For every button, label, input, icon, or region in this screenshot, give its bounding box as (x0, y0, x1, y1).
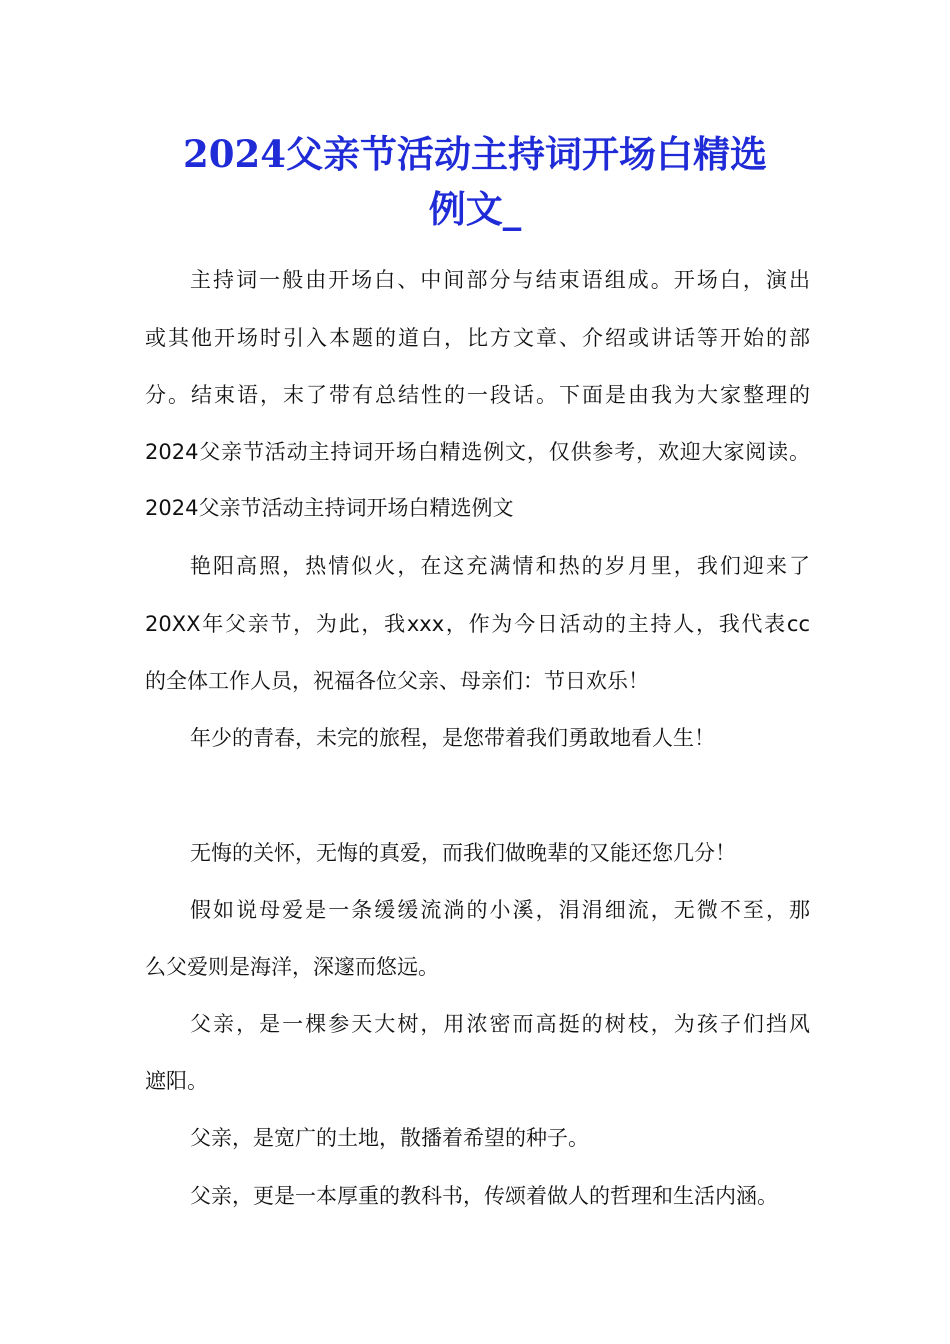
paragraph-line: 分。结束语，末了带有总结性的一段话。下面是由我为大家整理的 (145, 383, 810, 407)
document-title-line-2: 例文_ (428, 187, 522, 231)
paragraph-line: 父亲，更是一本厚重的教科书，传颂着做人的哲理和生活内涵。 (190, 1184, 778, 1208)
paragraph-line: 2024父亲节活动主持词开场白精选例文，仅供参考，欢迎大家阅读。 (145, 440, 810, 464)
paragraph-line: 20XX年父亲节，为此，我xxx，作为今日活动的主持人，我代表cc (145, 612, 810, 636)
paragraph-line: 父亲，是宽广的土地，散播着希望的种子。 (190, 1126, 589, 1150)
document-title-line-1: 2024父亲节活动主持词开场白精选 (183, 132, 767, 176)
paragraph-line: 父亲，是一棵参天大树，用浓密而高挺的树枝，为孩子们挡风 (190, 1012, 810, 1036)
paragraph-line: 或其他开场时引入本题的道白，比方文章、介绍或讲话等开始的部 (145, 326, 810, 350)
paragraph-line: 艳阳高照，热情似火，在这充满情和热的岁月里，我们迎来了 (190, 554, 810, 578)
paragraph-line: 遮阳。 (145, 1069, 208, 1093)
paragraph-line: 无悔的关怀，无悔的真爱，而我们做晚辈的又能还您几分！ (190, 841, 736, 865)
paragraph-line: 么父爱则是海洋，深邃而悠远。 (145, 955, 439, 979)
paragraph-line: 假如说母爱是一条缓缓流淌的小溪，涓涓细流，无微不至，那 (190, 898, 810, 922)
paragraph-line: 年少的青春，未完的旅程，是您带着我们勇敢地看人生！ (190, 726, 715, 750)
paragraph-line: 主持词一般由开场白、中间部分与结束语组成。开场白，演出 (190, 268, 810, 292)
section-heading: 2024父亲节活动主持词开场白精选例文 (145, 496, 514, 520)
paragraph-line: 的全体工作人员，祝福各位父亲、母亲们：节日欢乐！ (145, 669, 649, 693)
